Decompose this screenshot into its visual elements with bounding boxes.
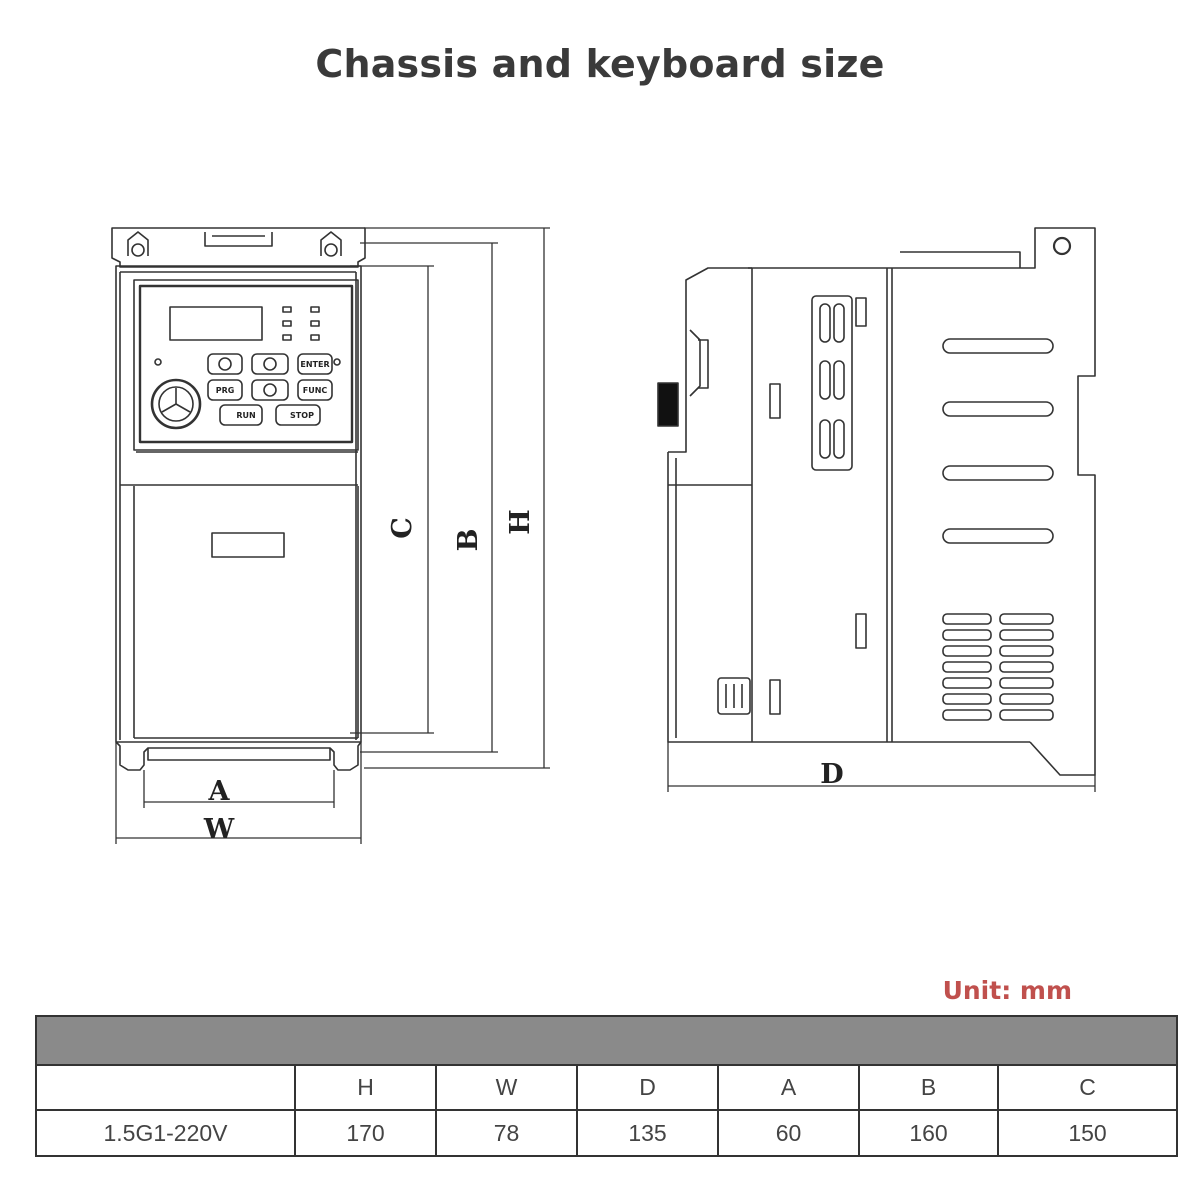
page-title: Chassis and keyboard size [315,42,885,86]
dim-label-w: W [203,814,235,845]
dim-label-a: A [208,776,230,807]
key-button [252,380,288,400]
key-button [252,354,288,374]
side-view [658,228,1095,775]
dim-label-b: B [453,528,484,552]
table-cell: 150 [998,1110,1177,1156]
table-cell: 170 [295,1110,436,1156]
table-row [36,1110,1177,1156]
key-func-label: FUNC [302,386,328,395]
column-header: W [436,1065,577,1110]
dim-label-c: C [387,517,418,539]
key-enter-label: ENTER [300,360,330,369]
column-header: D [577,1065,718,1110]
table-cell: 60 [718,1110,859,1156]
table-cell: 78 [436,1110,577,1156]
column-header: C [998,1065,1177,1110]
key-run-label: RUN [236,411,256,420]
side-dimension-lines [668,742,1095,792]
column-header: H [295,1065,436,1110]
column-header: A [718,1065,859,1110]
spec-table [35,1015,1178,1157]
key-button [208,354,242,374]
table-header-row [36,1065,1177,1110]
column-header [36,1065,295,1110]
key-stop-label: STOP [290,411,314,420]
unit-label: Unit: mm [942,976,1072,1005]
key-prg-label: PRG [215,386,235,395]
table-cell: 160 [859,1110,998,1156]
dim-label-h: H [505,509,536,535]
table-header-band [36,1016,1177,1065]
front-view [112,228,365,770]
column-header: B [859,1065,998,1110]
table-cell: 135 [577,1110,718,1156]
model-cell: 1.5G1-220V [36,1110,295,1156]
dim-label-d: D [820,759,844,790]
